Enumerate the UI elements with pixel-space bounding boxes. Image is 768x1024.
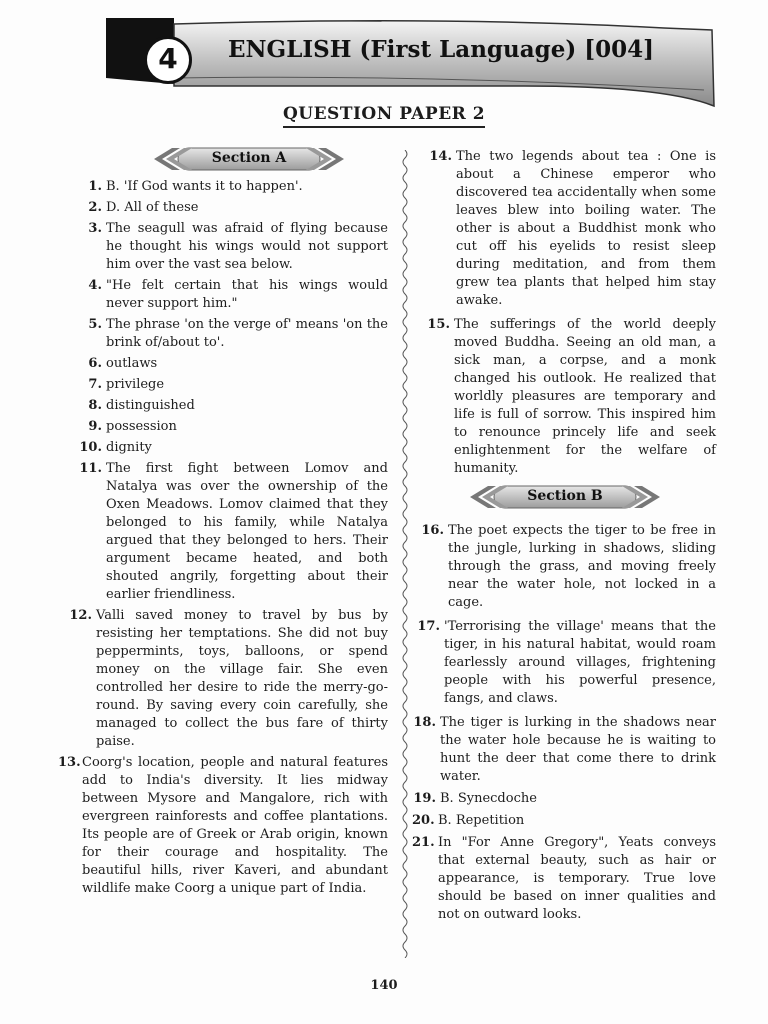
answer-item: [58, 460, 388, 604]
answer-item: [412, 714, 716, 786]
right-column-section-b: [412, 522, 716, 927]
section-b-heading: [466, 482, 664, 512]
answer-number: 1.: [88, 179, 102, 194]
answer-text: privilege: [106, 377, 165, 392]
chapter-number-badge: 4: [144, 36, 192, 84]
answer-number: 10.: [79, 440, 102, 455]
answer-text: The first fight between Lomov and Natalya was over the ownership of the Oxen Meadows. Lomov claimed that they belonged to his family, while Natalya argued that they belonged to hers. Their argument became heated, and both shouted angrily, forgetting about their earlier friendliness.: [106, 461, 388, 602]
answer-text: The phrase 'on the verge of' means 'on the brink of/about to'.: [106, 317, 388, 350]
answer-text: possession: [106, 419, 177, 434]
answer-item: [412, 834, 716, 924]
question-paper-title: [0, 104, 768, 128]
answer-number: 6.: [88, 356, 102, 371]
answer-number: 16.: [421, 523, 444, 538]
answer-text: Coorg's location, people and natural features add to India's diversity. It lies midway between Mysore and Mangalore, rich with evergreen rainforests and coffee plantations. Its people are of Greek or Arab origin, known for their courage and hospitality. The beautiful hills, river Kaveri, and abundant wildlife make Coorg a unique part of India.: [82, 755, 388, 896]
section-a-label: Section A: [211, 150, 287, 166]
answer-text: dignity: [106, 440, 152, 455]
answer-item: [58, 355, 388, 373]
answer-number: 9.: [88, 419, 102, 434]
answer-number: 3.: [88, 221, 102, 236]
answer-number: 13.: [58, 755, 81, 770]
section-a-heading: [150, 144, 348, 174]
answer-number: 20.: [412, 813, 435, 828]
answer-number: 4.: [88, 278, 102, 293]
section-b-label: Section B: [527, 488, 603, 504]
answer-item: [58, 439, 388, 457]
answer-item: [412, 148, 716, 310]
answer-number: 17.: [417, 619, 440, 634]
answer-item: [58, 607, 388, 751]
answer-item: [412, 522, 716, 612]
left-column: [58, 178, 388, 901]
answer-number: 12.: [69, 608, 92, 623]
answer-number: 21.: [412, 835, 435, 850]
answer-number: 2.: [88, 200, 102, 215]
answer-number: 8.: [88, 398, 102, 413]
answer-number: 11.: [79, 461, 102, 476]
answer-item: [412, 618, 716, 708]
answer-number: 15.: [427, 317, 450, 332]
answer-text: The seagull was afraid of flying because he thought his wings would not support him over the vast sea below.: [106, 221, 388, 272]
answer-text: 'Terrorising the village' means that the tiger, in his natural habitat, would roam fearlessly around villages, frightening people with his powerful presence, fangs, and claws.: [444, 619, 716, 706]
answer-item: [412, 790, 716, 808]
answer-item: [58, 316, 388, 352]
page-number: 140: [370, 978, 398, 993]
answer-text: outlaws: [106, 356, 158, 371]
answer-item: [412, 316, 716, 478]
answer-number: 18.: [413, 715, 436, 730]
answer-text: Valli saved money to travel by bus by resisting her temptations. She did not buy peppermints, toys, balloons, or spend money on the village fair. She even controlled her desire to ride the merry-go-round. By saving every coin carefully, she managed to collect the bus fare of thirty paise.: [96, 608, 388, 749]
answer-number: 19.: [413, 791, 436, 806]
answer-number: 14.: [429, 149, 452, 164]
answer-item: [58, 178, 388, 196]
answer-item: [58, 220, 388, 274]
column-divider: [399, 150, 411, 958]
page-title: ENGLISH (First Language) [004]: [228, 36, 655, 63]
right-column-section-a: [412, 148, 716, 481]
answer-number: 5.: [88, 317, 102, 332]
answer-text: distinguished: [106, 398, 195, 413]
answer-text: The two legends about tea : One is about a Chinese emperor who discovered tea accidentally when some leaves blew into boiling water. The other is about a Buddhist monk who cut off his eyelids to resist sleep during meditation, and from them grew tea plants that helped him stay awake.: [456, 149, 716, 308]
answer-item: [412, 812, 716, 830]
answer-text: "He felt certain that his wings would never support him.": [106, 278, 388, 311]
answer-item: [58, 754, 388, 898]
answer-item: [58, 277, 388, 313]
answer-text: B. Repetition: [438, 813, 525, 828]
question-paper-title-text: QUESTION PAPER 2: [283, 104, 485, 128]
answer-text: D. All of these: [106, 200, 199, 215]
answer-text: B. Synecdoche: [440, 791, 537, 806]
answer-text: In "For Anne Gregory", Yeats conveys that external beauty, such as hair or appearance, is temporary. True love should be based on inner qualities and not on outward looks.: [438, 835, 716, 922]
answer-text: B. 'If God wants it to happen'.: [106, 179, 303, 194]
answer-number: 7.: [88, 377, 102, 392]
answer-item: [58, 199, 388, 217]
answer-item: [58, 397, 388, 415]
answer-item: [58, 376, 388, 394]
answer-item: [58, 418, 388, 436]
answer-text: The poet expects the tiger to be free in the jungle, lurking in shadows, sliding through the grass, and moving freely near the water hole, not locked in a cage.: [448, 523, 716, 610]
answer-text: The sufferings of the world deeply moved Buddha. Seeing an old man, a sick man, a corpse, and a monk changed his outlook. He realized that worldly pleasures are temporary and life is full of sorrow. This inspired him to renounce princely life and seek enlightenment for the welfare of humanity.: [454, 317, 716, 476]
answer-text: The tiger is lurking in the shadows near the water hole because he is waiting to hunt the deer that come there to drink water.: [440, 715, 716, 784]
